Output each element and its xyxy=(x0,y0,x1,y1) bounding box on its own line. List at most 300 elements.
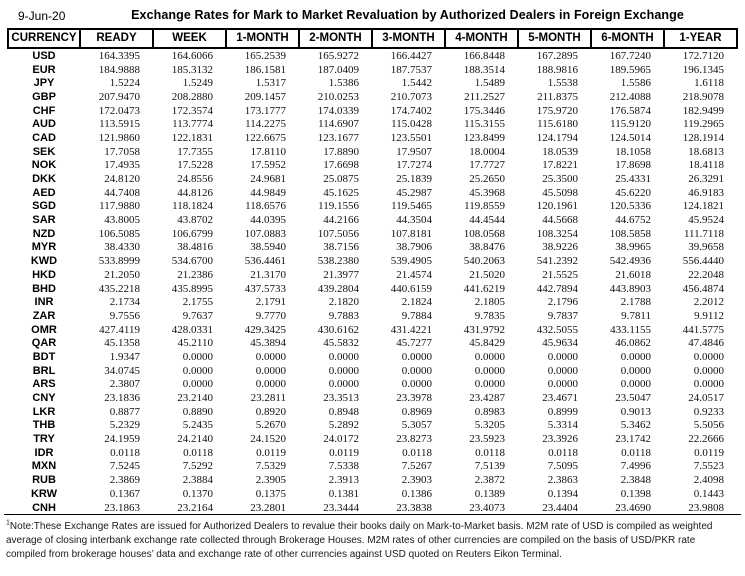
page-title: Exchange Rates for Mark to Market Revaluation by Authorized Dealers in Foreign Exchange xyxy=(131,8,684,22)
rate-cell: 187.7537 xyxy=(390,63,432,76)
rate-cell: 119.8559 xyxy=(464,200,505,213)
currency-code-cell: JPY xyxy=(33,77,55,90)
rate-cell: 0.0119 xyxy=(694,446,724,459)
table-header-row xyxy=(8,29,737,48)
rate-cell: 45.7277 xyxy=(396,337,432,350)
rate-cell: 2.1791 xyxy=(255,296,286,309)
rate-cell: 23.4287 xyxy=(469,392,505,405)
rate-cell: 24.1959 xyxy=(104,433,140,446)
rate-cell: 542.4936 xyxy=(609,255,651,268)
rate-cell: 17.8890 xyxy=(323,145,359,158)
rate-cell: 0.0000 xyxy=(401,350,432,363)
rate-cell: 111.7118 xyxy=(683,227,724,240)
rate-cell: 106.5085 xyxy=(98,227,140,240)
rate-cell: 165.2539 xyxy=(244,49,286,62)
rate-cell: 2.4098 xyxy=(693,474,724,487)
table-row xyxy=(8,213,737,227)
rate-cell: 5.3314 xyxy=(547,419,578,432)
table-row xyxy=(8,405,737,419)
table-row xyxy=(8,104,737,118)
table-row xyxy=(8,419,737,433)
rate-cell: 2.1805 xyxy=(474,296,505,309)
rate-cell: 1.5442 xyxy=(401,77,432,90)
rate-cell: 189.5965 xyxy=(609,63,651,76)
rate-cell: 44.0395 xyxy=(250,214,286,227)
footnote-divider xyxy=(4,514,741,515)
rate-cell: 106.6799 xyxy=(171,227,213,240)
column-header: 1-MONTH xyxy=(226,29,299,48)
rate-cell: 5.3462 xyxy=(620,419,651,432)
rate-cell: 2.3872 xyxy=(474,474,505,487)
rate-cell: 17.7274 xyxy=(396,159,432,172)
rate-cell: 0.0000 xyxy=(328,350,359,363)
rate-cell: 108.0568 xyxy=(463,227,505,240)
rate-cell: 44.7408 xyxy=(104,186,140,199)
rate-cell: 188.9816 xyxy=(536,63,578,76)
rate-cell: 23.2811 xyxy=(250,392,286,405)
rate-cell: 184.9888 xyxy=(98,63,140,76)
rate-cell: 17.4935 xyxy=(104,159,140,172)
rate-cell: 1.5224 xyxy=(109,77,140,90)
rate-cell: 17.7355 xyxy=(177,145,213,158)
rate-cell: 0.8969 xyxy=(401,405,432,418)
rate-cell: 23.1863 xyxy=(104,501,140,514)
rate-cell: 24.0517 xyxy=(688,392,724,405)
rate-cell: 23.1742 xyxy=(615,433,651,446)
rate-cell: 538.2380 xyxy=(317,255,359,268)
rate-cell: 433.1155 xyxy=(610,323,651,336)
rate-cell: 23.3978 xyxy=(396,392,432,405)
currency-code-cell: AED xyxy=(32,186,56,199)
rate-cell: 17.8698 xyxy=(615,159,651,172)
rate-cell: 0.8999 xyxy=(547,405,578,418)
rate-cell: 196.1345 xyxy=(682,63,724,76)
rate-cell: 23.3513 xyxy=(323,392,359,405)
rate-cell: 122.1831 xyxy=(171,131,213,144)
rate-cell: 172.3574 xyxy=(171,104,213,117)
rate-cell: 5.3205 xyxy=(474,419,505,432)
rate-cell: 427.4119 xyxy=(99,323,140,336)
rate-cell: 128.1914 xyxy=(682,131,724,144)
rate-cell: 2.3905 xyxy=(255,474,286,487)
rate-cell: 456.4874 xyxy=(682,282,724,295)
rate-cell: 5.2892 xyxy=(328,419,359,432)
rate-cell: 437.5733 xyxy=(244,282,286,295)
table-row xyxy=(8,391,737,405)
rate-cell: 119.2965 xyxy=(683,118,724,131)
table-row xyxy=(8,364,737,378)
rate-cell: 0.1375 xyxy=(255,487,286,500)
rate-cell: 38.7156 xyxy=(323,241,359,254)
table-row xyxy=(8,63,737,77)
rate-cell: 0.1367 xyxy=(109,487,140,500)
rate-cell: 108.5858 xyxy=(609,227,651,240)
rate-cell: 0.1381 xyxy=(328,487,359,500)
column-header: 5-MONTH xyxy=(518,29,591,48)
rate-cell: 18.0539 xyxy=(542,145,578,158)
rate-cell: 0.0000 xyxy=(328,364,359,377)
table-row xyxy=(8,268,737,282)
rate-cell: 0.1398 xyxy=(620,487,651,500)
rate-cell: 7.5292 xyxy=(182,460,213,473)
rate-cell: 174.7402 xyxy=(390,104,432,117)
currency-code-cell: KRW xyxy=(30,487,58,500)
rate-cell: 38.5940 xyxy=(250,241,286,254)
rate-cell: 0.0118 xyxy=(402,446,432,459)
rate-cell: 44.3504 xyxy=(396,214,432,227)
rate-cell: 2.3863 xyxy=(547,474,578,487)
table-row xyxy=(8,460,737,474)
rate-cell: 2.1755 xyxy=(182,296,213,309)
rate-cell: 166.4427 xyxy=(390,49,432,62)
rate-cell: 164.3395 xyxy=(98,49,140,62)
rate-cell: 24.9681 xyxy=(250,173,286,186)
rate-cell: 0.0118 xyxy=(548,446,578,459)
rate-cell: 17.9507 xyxy=(396,145,432,158)
rate-cell: 34.0745 xyxy=(104,364,140,377)
rate-cell: 539.4905 xyxy=(390,255,432,268)
rate-cell: 1.5489 xyxy=(474,77,505,90)
rate-cell: 0.0118 xyxy=(475,446,505,459)
rate-cell: 167.2895 xyxy=(536,49,578,62)
rate-cell: 2.1824 xyxy=(401,296,432,309)
rate-cell: 115.0428 xyxy=(391,118,432,131)
rate-cell: 115.6180 xyxy=(537,118,578,131)
rate-cell: 533.8999 xyxy=(98,255,140,268)
column-header: CURRENCY xyxy=(8,29,80,48)
rate-cell: 441.5775 xyxy=(682,323,724,336)
rate-cell: 2.3884 xyxy=(182,474,213,487)
rate-cell: 0.1386 xyxy=(401,487,432,500)
rate-cell: 23.5047 xyxy=(615,392,651,405)
rate-cell: 540.2063 xyxy=(463,255,505,268)
currency-code-cell: MYR xyxy=(31,241,57,254)
rate-cell: 2.1796 xyxy=(547,296,578,309)
rate-cell: 107.5056 xyxy=(317,227,359,240)
currency-code-cell: THB xyxy=(32,419,56,432)
report-header xyxy=(8,6,737,26)
table-row xyxy=(8,241,737,255)
column-header: 3-MONTH xyxy=(372,29,445,48)
rate-cell: 43.8702 xyxy=(177,214,213,227)
rate-cell: 21.3977 xyxy=(323,268,359,281)
rate-cell: 25.1839 xyxy=(396,173,432,186)
rate-cell: 21.4574 xyxy=(396,268,432,281)
rate-cell: 9.7556 xyxy=(109,309,140,322)
rate-cell: 113.5915 xyxy=(99,118,140,131)
rate-cell: 0.1370 xyxy=(182,487,213,500)
table-row xyxy=(8,254,737,268)
rate-cell: 124.5014 xyxy=(609,131,651,144)
rate-cell: 123.5501 xyxy=(390,131,432,144)
rate-cell: 23.2801 xyxy=(250,501,286,514)
rate-cell: 18.4118 xyxy=(688,159,724,172)
currency-code-cell: NZD xyxy=(32,227,56,240)
rate-cell: 124.1821 xyxy=(682,200,724,213)
footnote xyxy=(6,520,735,561)
rate-cell: 0.0000 xyxy=(255,364,286,377)
rate-cell: 23.3838 xyxy=(396,501,432,514)
rate-cell: 7.5267 xyxy=(401,460,432,473)
rate-cell: 23.4671 xyxy=(542,392,578,405)
rate-cell: 172.7120 xyxy=(682,49,724,62)
rate-cell: 0.0000 xyxy=(182,350,213,363)
rate-cell: 0.0000 xyxy=(255,378,286,391)
currency-code-cell: BRL xyxy=(32,364,56,377)
rate-cell: 2.1734 xyxy=(109,296,140,309)
currency-code-cell: BHD xyxy=(32,282,56,295)
rate-cell: 541.2392 xyxy=(536,255,578,268)
rate-cell: 210.0253 xyxy=(317,90,359,103)
rate-cell: 44.6752 xyxy=(615,214,651,227)
rate-cell: 7.5338 xyxy=(328,460,359,473)
column-header: 2-MONTH xyxy=(299,29,372,48)
rate-cell: 45.1358 xyxy=(104,337,140,350)
rate-cell: 24.0172 xyxy=(323,433,359,446)
rate-cell: 9.7883 xyxy=(328,309,359,322)
rate-cell: 18.1058 xyxy=(615,145,651,158)
rate-cell: 218.9078 xyxy=(682,90,724,103)
rate-cell: 23.1836 xyxy=(104,392,140,405)
currency-code-cell: INR xyxy=(34,296,54,309)
rate-cell: 45.2987 xyxy=(396,186,432,199)
rate-cell: 23.3444 xyxy=(323,501,359,514)
table-row xyxy=(8,172,737,186)
rate-cell: 2.3807 xyxy=(109,378,140,391)
rate-cell: 439.2804 xyxy=(317,282,359,295)
rate-cell: 45.3968 xyxy=(469,186,505,199)
rate-cell: 9.7884 xyxy=(401,309,432,322)
rate-cell: 0.0000 xyxy=(474,364,505,377)
table-row xyxy=(8,446,737,460)
rate-cell: 23.3926 xyxy=(542,433,578,446)
rate-cell: 187.0409 xyxy=(317,63,359,76)
rate-cell: 117.9880 xyxy=(99,200,140,213)
rate-cell: 24.1520 xyxy=(250,433,286,446)
rate-cell: 172.0473 xyxy=(98,104,140,117)
rate-cell: 211.2527 xyxy=(464,90,505,103)
rate-cell: 107.0883 xyxy=(244,227,286,240)
rate-cell: 0.0118 xyxy=(621,446,651,459)
table-row xyxy=(8,117,737,131)
rate-cell: 176.5874 xyxy=(609,104,651,117)
rate-cell: 1.5586 xyxy=(620,77,651,90)
rate-cell: 0.9233 xyxy=(693,405,724,418)
rate-cell: 0.0118 xyxy=(183,446,213,459)
currency-code-cell: CAD xyxy=(32,131,56,144)
rate-cell: 0.0000 xyxy=(547,350,578,363)
currency-code-cell: CNH xyxy=(32,501,56,514)
rate-cell: 7.4996 xyxy=(620,460,651,473)
rate-cell: 119.1556 xyxy=(318,200,359,213)
rate-cell: 208.2880 xyxy=(171,90,213,103)
rate-cell: 1.6118 xyxy=(694,77,724,90)
rate-cell: 45.1625 xyxy=(323,186,359,199)
currency-code-cell: ARS xyxy=(32,378,56,391)
footnote-text: Note:These Exchange Rates are issued for Authorized Dealers to revalue their books daily on Mark-to-Market basis. M2M rate of USD is compiled as weighted average of closing interbank exchange rate collected through Brokerage Houses. M2M rates of other currencies are compiled on the basis of USD/PKR rate compiled from brokerage houses’ data and exchange rate of other currencies against USD quoted on Reuters Eikon Terminal. xyxy=(6,521,713,560)
rate-cell: 18.6813 xyxy=(688,145,724,158)
rate-cell: 119.5465 xyxy=(391,200,432,213)
currency-code-cell: KWD xyxy=(30,255,58,268)
rate-cell: 175.3446 xyxy=(463,104,505,117)
rate-cell: 21.2386 xyxy=(177,268,213,281)
table-row xyxy=(8,76,737,90)
table-row xyxy=(8,350,737,364)
rate-cell: 124.1794 xyxy=(536,131,578,144)
rate-cell: 5.5056 xyxy=(693,419,724,432)
rate-cell: 1.5538 xyxy=(547,77,578,90)
rate-cell: 207.9470 xyxy=(98,90,140,103)
table-row xyxy=(8,131,737,145)
column-header: 4-MONTH xyxy=(445,29,518,48)
rate-cell: 115.9120 xyxy=(610,118,651,131)
table-row xyxy=(8,432,737,446)
rate-cell: 38.7906 xyxy=(396,241,432,254)
rate-cell: 21.3170 xyxy=(250,268,286,281)
rate-cell: 0.0000 xyxy=(620,378,651,391)
rate-cell: 118.1824 xyxy=(172,200,213,213)
rate-cell: 21.5525 xyxy=(542,268,578,281)
rate-cell: 431.9792 xyxy=(463,323,505,336)
rate-cell: 23.8273 xyxy=(396,433,432,446)
rate-cell: 166.8448 xyxy=(463,49,505,62)
rate-cell: 113.7774 xyxy=(172,118,213,131)
rate-cell: 114.6907 xyxy=(318,118,359,131)
rate-cell: 25.3500 xyxy=(542,173,578,186)
footnote-superscript: 1 xyxy=(6,519,10,527)
rate-cell: 23.2140 xyxy=(177,392,213,405)
rate-cell: 38.9226 xyxy=(542,241,578,254)
rate-cell: 122.6675 xyxy=(244,131,286,144)
rate-cell: 17.6698 xyxy=(323,159,359,172)
rate-cell: 25.0875 xyxy=(323,173,359,186)
rate-cell: 5.2670 xyxy=(255,419,286,432)
rate-cell: 17.5228 xyxy=(177,159,213,172)
rate-cell: 23.4404 xyxy=(542,501,578,514)
rate-cell: 17.8110 xyxy=(250,145,286,158)
rate-cell: 120.5336 xyxy=(609,200,651,213)
rate-cell: 43.8005 xyxy=(104,214,140,227)
table-row xyxy=(8,186,737,200)
rate-cell: 209.1457 xyxy=(244,90,286,103)
rate-cell: 0.0000 xyxy=(401,364,432,377)
rate-cell: 5.3057 xyxy=(401,419,432,432)
rate-cell: 440.6159 xyxy=(390,282,432,295)
rate-cell: 17.7058 xyxy=(104,145,140,158)
rate-cell: 120.1961 xyxy=(536,200,578,213)
rate-cell: 45.6220 xyxy=(615,186,651,199)
rate-cell: 38.4816 xyxy=(177,241,213,254)
rate-cell: 9.7811 xyxy=(621,309,651,322)
rate-cell: 534.6700 xyxy=(171,255,213,268)
rate-cell: 118.6576 xyxy=(245,200,286,213)
rate-cell: 46.0862 xyxy=(615,337,651,350)
rate-cell: 185.3132 xyxy=(171,63,213,76)
currency-code-cell: USD xyxy=(32,49,56,62)
rate-cell: 164.6066 xyxy=(171,49,213,62)
currency-code-cell: GBP xyxy=(32,90,56,103)
currency-code-cell: LKR xyxy=(32,405,56,418)
rate-cell: 0.1389 xyxy=(474,487,505,500)
rate-cell: 0.0000 xyxy=(547,378,578,391)
rate-cell: 9.7770 xyxy=(255,309,286,322)
rate-cell: 39.9658 xyxy=(688,241,724,254)
rate-cell: 432.5055 xyxy=(536,323,578,336)
rate-cell: 0.0000 xyxy=(620,364,651,377)
rate-cell: 18.0004 xyxy=(469,145,505,158)
table-row xyxy=(8,159,737,173)
table-row xyxy=(8,90,737,104)
rate-cell: 24.2140 xyxy=(177,433,213,446)
rate-cell: 188.3514 xyxy=(463,63,505,76)
rate-cell: 2.3869 xyxy=(109,474,140,487)
table-row xyxy=(8,487,737,501)
rate-cell: 45.3894 xyxy=(250,337,286,350)
rate-cell: 2.3903 xyxy=(401,474,432,487)
rate-cell: 0.8890 xyxy=(182,405,213,418)
rate-cell: 7.5329 xyxy=(255,460,286,473)
rate-cell: 174.0339 xyxy=(317,104,359,117)
currency-code-cell: HKD xyxy=(32,268,56,281)
rate-cell: 186.1581 xyxy=(244,63,286,76)
rate-cell: 1.5249 xyxy=(182,77,213,90)
rate-cell: 0.0000 xyxy=(182,378,213,391)
rate-cell: 0.0000 xyxy=(401,378,432,391)
rate-cell: 0.8920 xyxy=(255,405,286,418)
rate-cell: 212.4088 xyxy=(609,90,651,103)
rate-cell: 0.1394 xyxy=(547,487,578,500)
rate-cell: 7.5245 xyxy=(109,460,140,473)
table-row xyxy=(8,145,737,159)
rate-cell: 45.8429 xyxy=(469,337,505,350)
rate-cell: 167.7240 xyxy=(609,49,651,62)
rate-cell: 0.1443 xyxy=(693,487,724,500)
rate-cell: 435.8995 xyxy=(171,282,213,295)
rate-cell: 9.7835 xyxy=(474,309,505,322)
table-row xyxy=(8,200,737,214)
table-row xyxy=(8,473,737,487)
rate-cell: 22.2048 xyxy=(688,268,724,281)
rate-cell: 121.9860 xyxy=(98,131,140,144)
rate-cell: 431.4221 xyxy=(390,323,432,336)
rate-cell: 556.4440 xyxy=(682,255,724,268)
rate-cell: 2.3913 xyxy=(328,474,359,487)
rate-cell: 0.0000 xyxy=(474,350,505,363)
rate-cell: 45.5832 xyxy=(323,337,359,350)
currency-code-cell: OMR xyxy=(31,323,57,336)
rate-cell: 123.8499 xyxy=(463,131,505,144)
currency-code-cell: MXN xyxy=(31,460,57,473)
rate-cell: 5.2329 xyxy=(109,419,140,432)
rate-cell: 0.8877 xyxy=(109,405,140,418)
rate-cell: 45.9634 xyxy=(542,337,578,350)
rate-cell: 45.9524 xyxy=(688,214,724,227)
rate-cell: 38.4330 xyxy=(104,241,140,254)
rate-cell: 24.8120 xyxy=(104,173,140,186)
rate-cell: 9.7637 xyxy=(182,309,213,322)
rate-cell: 123.1677 xyxy=(317,131,359,144)
rate-cell: 108.3254 xyxy=(536,227,578,240)
rate-cell: 0.8948 xyxy=(328,405,359,418)
currency-code-cell: BDT xyxy=(32,350,56,363)
rate-cell: 173.1777 xyxy=(244,104,286,117)
rate-cell: 0.0119 xyxy=(329,446,359,459)
rate-cell: 2.2012 xyxy=(693,296,724,309)
rate-cell: 44.5668 xyxy=(542,214,578,227)
rate-cell: 38.9965 xyxy=(615,241,651,254)
rate-cell: 23.9808 xyxy=(688,501,724,514)
currency-code-cell: EUR xyxy=(32,63,56,76)
